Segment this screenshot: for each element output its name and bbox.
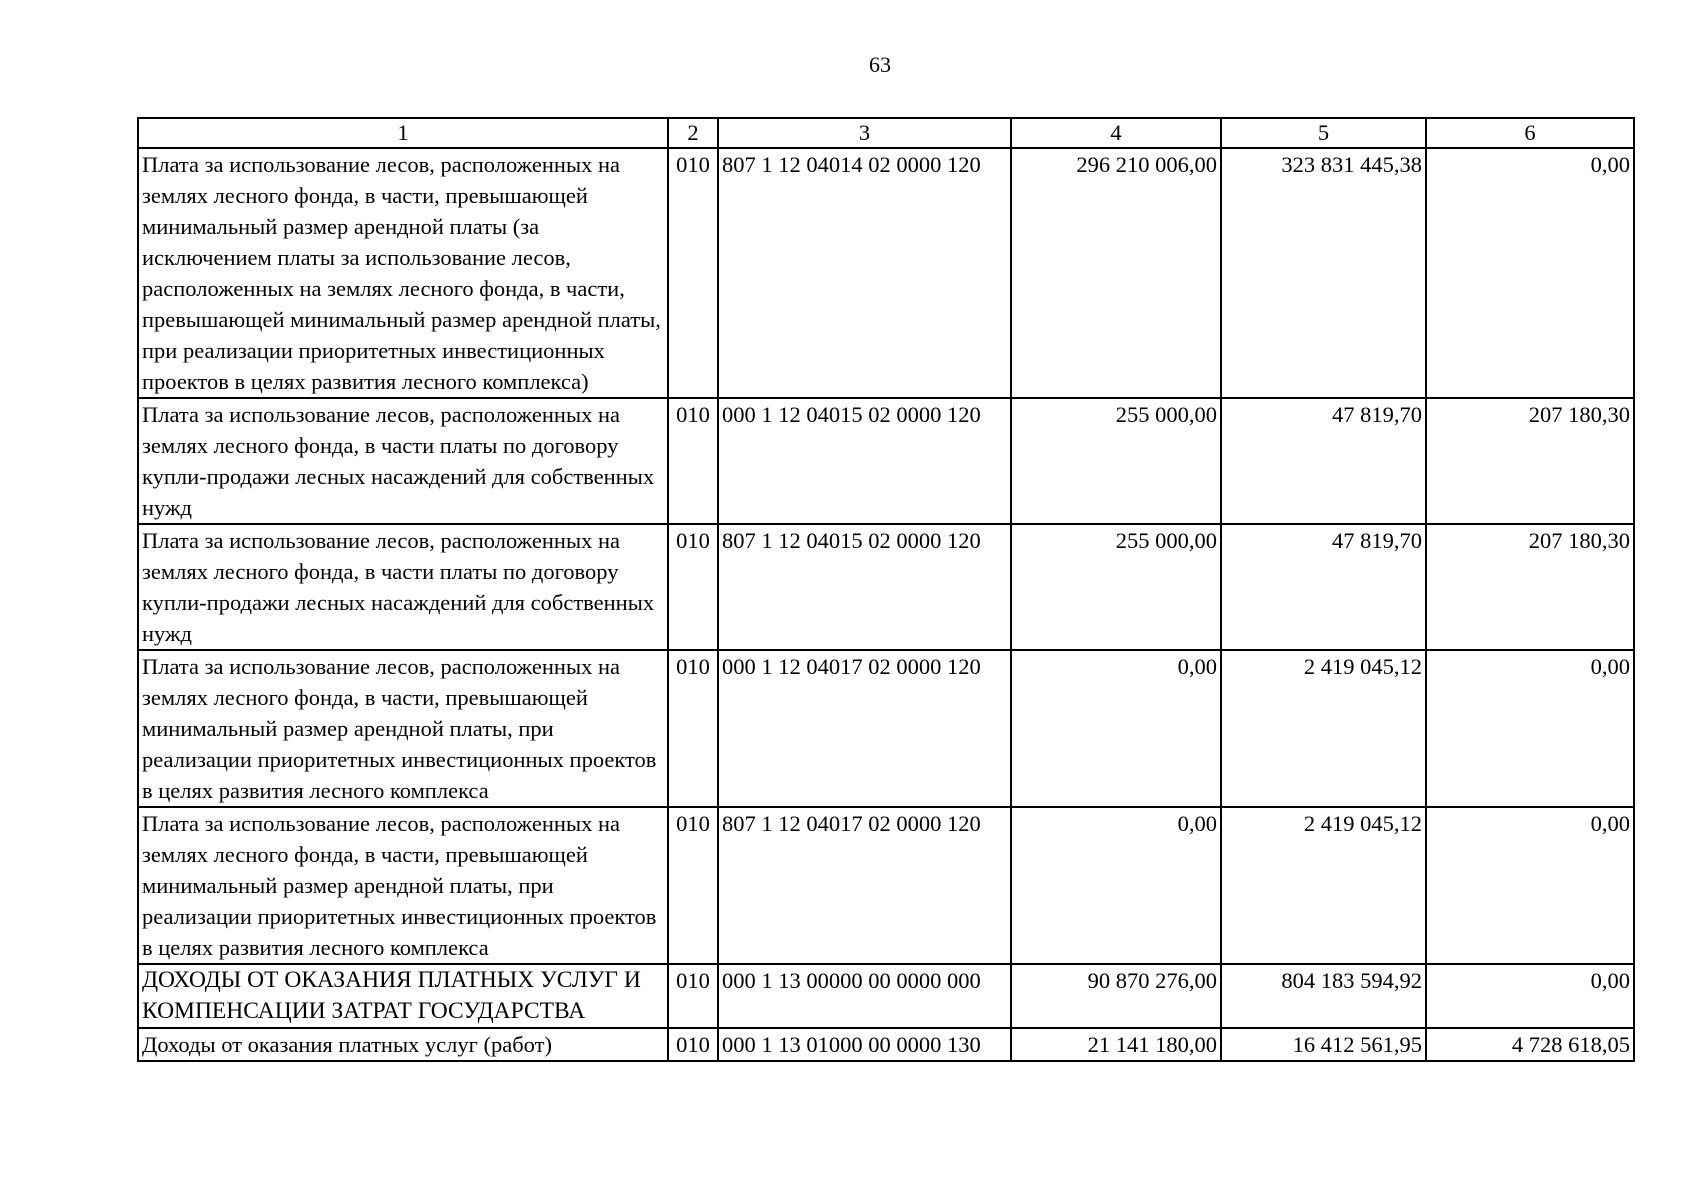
value-col4-cell: 0,00	[1011, 650, 1221, 807]
row-name-cell: Плата за использование лесов, расположенных на землях лесного фонда, в части платы по договору купли-продажи лесных насаждений для собственных нужд	[138, 398, 668, 524]
header-cell: 6	[1426, 118, 1634, 148]
value-col5-cell: 47 819,70	[1221, 398, 1426, 524]
budget-table	[137, 117, 1635, 1062]
income-code-cell: 807 1 12 04014 02 0000 120	[718, 148, 1011, 398]
value-col4-cell: 255 000,00	[1011, 524, 1221, 650]
table-header-row	[138, 118, 1634, 148]
header-cell: 3	[718, 118, 1011, 148]
table-row	[138, 148, 1634, 398]
admin-code-cell: 010	[668, 524, 718, 650]
row-name-cell: Плата за использование лесов, расположенных на землях лесного фонда, в части, превышающей минимальный размер арендной платы, при реализации приоритетных инвестиционных проектов в целях развития лесного комплекса	[138, 650, 668, 807]
header-cell: 5	[1221, 118, 1426, 148]
header-cell: 2	[668, 118, 718, 148]
admin-code-cell: 010	[668, 148, 718, 398]
value-col6-cell: 207 180,30	[1426, 398, 1634, 524]
value-col6-cell: 0,00	[1426, 964, 1634, 1028]
value-col4-cell: 21 141 180,00	[1011, 1028, 1221, 1061]
income-code-cell: 000 1 12 04017 02 0000 120	[718, 650, 1011, 807]
table-row	[138, 1028, 1634, 1061]
value-col4-cell: 296 210 006,00	[1011, 148, 1221, 398]
header-cell: 1	[138, 118, 668, 148]
page-number: 63	[869, 52, 891, 77]
row-name-cell: Плата за использование лесов, расположенных на землях лесного фонда, в части платы по договору купли-продажи лесных насаждений для собственных нужд	[138, 524, 668, 650]
admin-code-cell: 010	[668, 807, 718, 964]
row-name-cell: Доходы от оказания платных услуг (работ)	[138, 1028, 668, 1061]
income-code-cell: 000 1 13 00000 00 0000 000	[718, 964, 1011, 1028]
value-col6-cell: 0,00	[1426, 807, 1634, 964]
table-row	[138, 524, 1634, 650]
header-cell: 4	[1011, 118, 1221, 148]
admin-code-cell: 010	[668, 650, 718, 807]
value-col5-cell: 2 419 045,12	[1221, 650, 1426, 807]
value-col6-cell: 207 180,30	[1426, 524, 1634, 650]
table-row	[138, 650, 1634, 807]
value-col6-cell: 4 728 618,05	[1426, 1028, 1634, 1061]
value-col5-cell: 47 819,70	[1221, 524, 1426, 650]
income-code-cell: 000 1 13 01000 00 0000 130	[718, 1028, 1011, 1061]
value-col4-cell: 255 000,00	[1011, 398, 1221, 524]
income-code-cell: 000 1 12 04015 02 0000 120	[718, 398, 1011, 524]
admin-code-cell: 010	[668, 398, 718, 524]
value-col4-cell: 90 870 276,00	[1011, 964, 1221, 1028]
value-col4-cell: 0,00	[1011, 807, 1221, 964]
row-name-cell: Плата за использование лесов, расположенных на землях лесного фонда, в части, превышающей минимальный размер арендной платы (за исключением платы за использование лесов, расположенных на землях лесного фонда, в части, превышающей минимальный размер арендной платы, при реализации приоритетных инвестиционных проектов в целях развития лесного комплекса)	[138, 148, 668, 398]
admin-code-cell: 010	[668, 1028, 718, 1061]
table-row	[138, 964, 1634, 1028]
table-row	[138, 807, 1634, 964]
value-col5-cell: 804 183 594,92	[1221, 964, 1426, 1028]
value-col6-cell: 0,00	[1426, 148, 1634, 398]
row-name-cell: Плата за использование лесов, расположенных на землях лесного фонда, в части, превышающей минимальный размер арендной платы, при реализации приоритетных инвестиционных проектов в целях развития лесного комплекса	[138, 807, 668, 964]
value-col6-cell: 0,00	[1426, 650, 1634, 807]
table-row	[138, 398, 1634, 524]
admin-code-cell: 010	[668, 964, 718, 1028]
value-col5-cell: 2 419 045,12	[1221, 807, 1426, 964]
value-col5-cell: 323 831 445,38	[1221, 148, 1426, 398]
value-col5-cell: 16 412 561,95	[1221, 1028, 1426, 1061]
income-code-cell: 807 1 12 04015 02 0000 120	[718, 524, 1011, 650]
row-name-cell: ДОХОДЫ ОТ ОКАЗАНИЯ ПЛАТНЫХ УСЛУГ И КОМПЕНСАЦИИ ЗАТРАТ ГОСУДАРСТВА	[138, 964, 668, 1028]
income-code-cell: 807 1 12 04017 02 0000 120	[718, 807, 1011, 964]
